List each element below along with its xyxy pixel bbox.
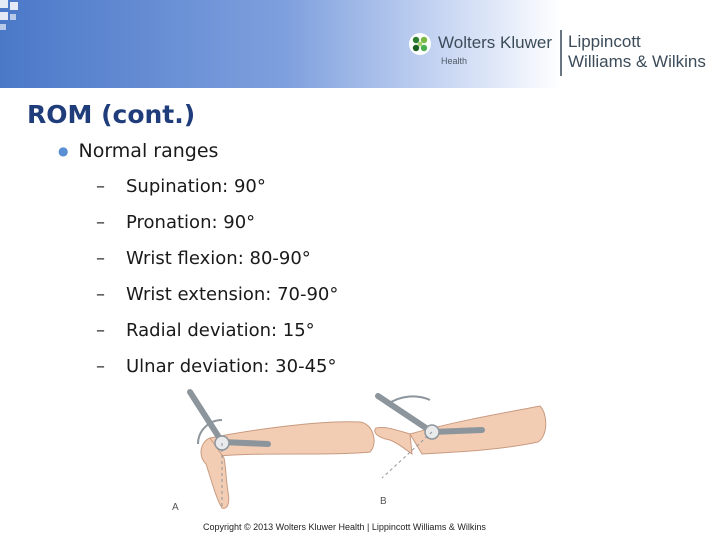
panel-b-illustration bbox=[375, 396, 546, 478]
list-item-text: Wrist flexion: 80-90° bbox=[126, 248, 311, 269]
decorative-square bbox=[10, 14, 16, 20]
dash-icon: – bbox=[96, 284, 105, 305]
logo-division: Health bbox=[441, 56, 468, 66]
logo-imprint bbox=[568, 32, 706, 72]
panel-b-label: B bbox=[380, 496, 387, 507]
wolters-kluwer-logo-icon bbox=[408, 32, 432, 56]
dash-icon: – bbox=[96, 356, 105, 377]
sub-bullet-list bbox=[96, 176, 338, 392]
publisher-logo bbox=[408, 30, 720, 80]
logo-company-name: Wolters Kluwer bbox=[438, 33, 552, 52]
list-item-text: Pronation: 90° bbox=[126, 212, 256, 233]
dash-icon: – bbox=[96, 212, 105, 233]
dash-icon: – bbox=[96, 176, 105, 197]
forearm-range-of-motion-illustration bbox=[160, 386, 560, 514]
list-item-text: Ulnar deviation: 30-45° bbox=[126, 356, 337, 377]
main-bullet-text: Normal ranges bbox=[78, 140, 219, 162]
dash-icon: – bbox=[96, 320, 105, 341]
list-item bbox=[96, 212, 338, 248]
panel-a-illustration bbox=[190, 392, 374, 508]
list-item bbox=[96, 176, 338, 212]
logo-divider bbox=[560, 30, 562, 76]
list-item-text: Radial deviation: 15° bbox=[126, 320, 315, 341]
list-item bbox=[96, 248, 338, 284]
list-item-text: Supination: 90° bbox=[126, 176, 266, 197]
list-item bbox=[96, 320, 338, 356]
decorative-square bbox=[0, 24, 6, 30]
logo-imprint-line1: Lippincott bbox=[568, 32, 641, 51]
list-item bbox=[96, 284, 338, 320]
slide-title: ROM (cont.) bbox=[27, 100, 196, 129]
copyright-footer: Copyright © 2013 Wolters Kluwer Health | Lippincott Williams & Wilkins bbox=[203, 522, 486, 532]
dash-icon: – bbox=[96, 248, 105, 269]
panel-a-label: A bbox=[172, 502, 179, 513]
decorative-square bbox=[0, 12, 8, 20]
list-item-text: Wrist extension: 70-90° bbox=[126, 284, 339, 305]
decorative-square bbox=[0, 0, 8, 8]
main-bullet bbox=[58, 140, 218, 162]
bullet-dot-icon: ● bbox=[58, 144, 69, 158]
decorative-square bbox=[10, 2, 18, 10]
logo-imprint-line2: Williams & Wilkins bbox=[568, 52, 706, 71]
